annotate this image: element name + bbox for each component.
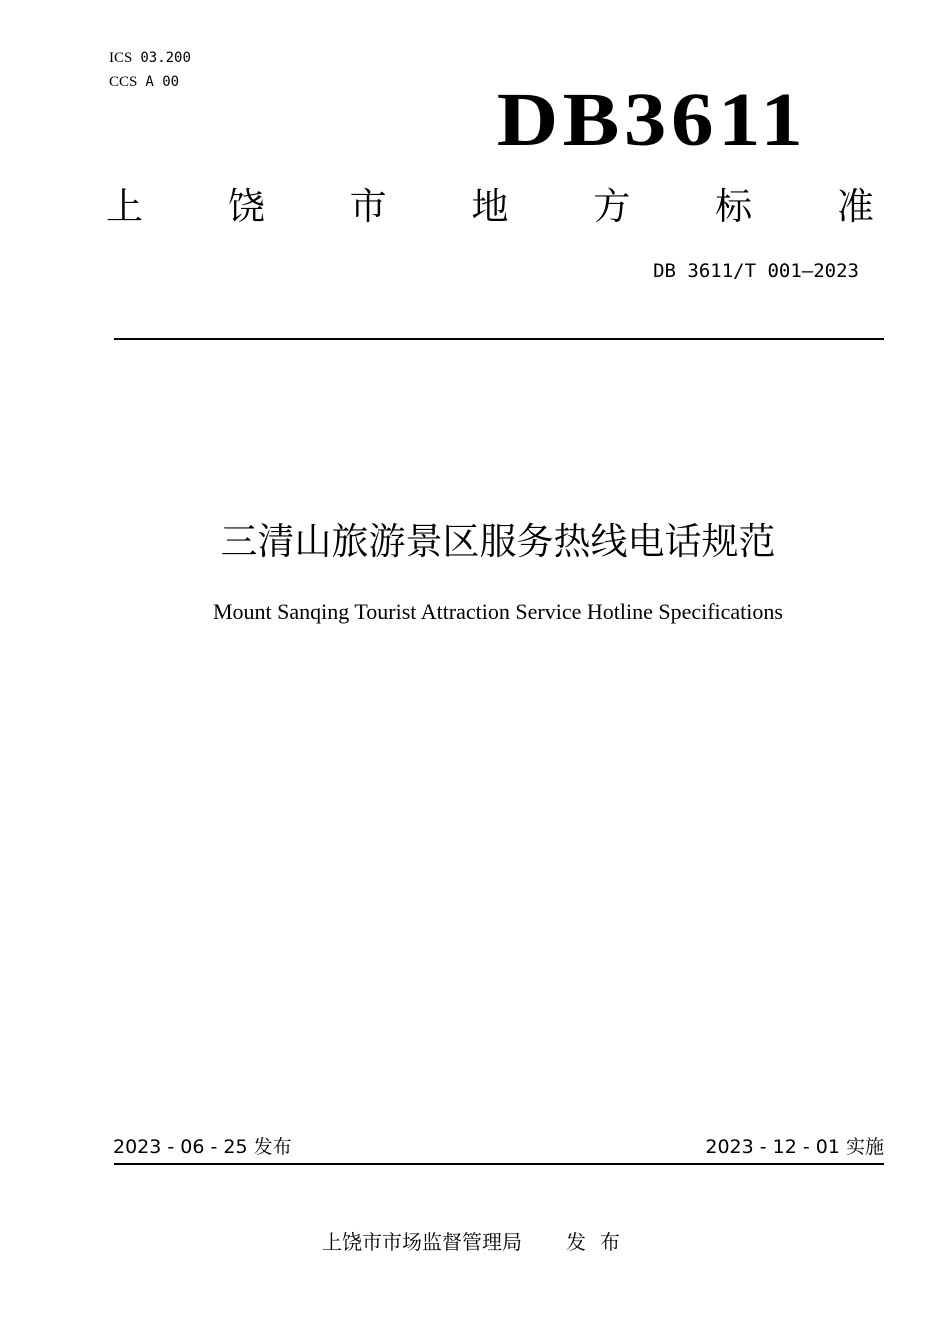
document-title-english: Mount Sanqing Tourist Attraction Service Hotline Specifications xyxy=(213,599,783,624)
issuer-action: 发布 xyxy=(566,1230,634,1254)
classification-codes xyxy=(109,46,191,94)
ics-code: 03.200 xyxy=(140,50,191,66)
top-divider xyxy=(114,338,884,340)
ccs-label: CCS xyxy=(109,74,138,90)
standard-type-char: 上 xyxy=(106,185,143,228)
issuer-name: 上饶市市场监督管理局 xyxy=(322,1230,522,1254)
publish-date: 2023 - 06 - 25 发布 xyxy=(113,1136,292,1158)
standard-type-heading xyxy=(106,184,874,230)
ics-label: ICS xyxy=(109,50,133,66)
standard-type-char: 方 xyxy=(593,185,631,228)
issuing-authority xyxy=(322,1228,634,1256)
ics-line xyxy=(109,46,191,70)
ccs-line xyxy=(109,70,191,94)
db-standard-mark: DB3611 xyxy=(496,78,807,162)
bottom-divider xyxy=(114,1163,884,1165)
standard-type-char: 饶 xyxy=(227,185,265,228)
standard-type-char: 市 xyxy=(349,185,387,228)
standard-type-char: 地 xyxy=(471,185,509,228)
implementation-date: 2023 - 12 - 01 实施 xyxy=(705,1136,884,1158)
standard-type-char: 准 xyxy=(836,185,874,228)
standard-type-char: 标 xyxy=(715,185,753,228)
standard-number: DB 3611/T 001—2023 xyxy=(653,260,859,282)
ccs-code: A 00 xyxy=(145,74,180,90)
document-title-chinese: 三清山旅游景区服务热线电话规范 xyxy=(220,520,776,563)
